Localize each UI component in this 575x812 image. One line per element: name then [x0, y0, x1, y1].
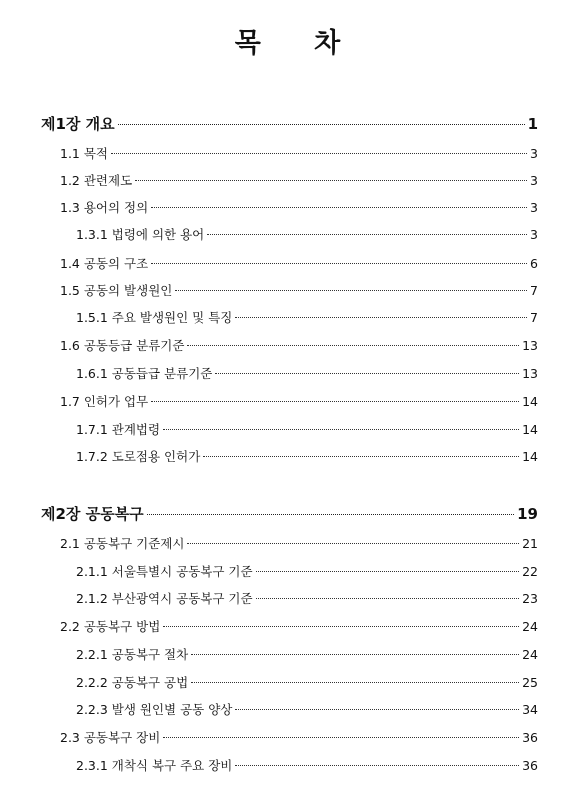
toc-entry-label: 2.1.1 서울특별시 공동복구 기준 [76, 564, 253, 579]
dot-leader [191, 682, 519, 683]
toc-page-number: 7 [530, 310, 538, 325]
toc-page-number: 14 [522, 422, 538, 437]
toc-entry-label: 1.2 관련제도 [60, 173, 133, 188]
toc-entry[interactable] [60, 280, 538, 302]
dot-leader [235, 709, 519, 710]
toc-page-number: 25 [522, 675, 538, 690]
toc-entry[interactable] [76, 644, 538, 666]
toc-entry-label: 1.6 공동등급 분류기준 [60, 338, 185, 353]
toc-page-number: 24 [522, 619, 538, 634]
toc-page-number: 22 [522, 564, 538, 579]
toc-chapter-entry[interactable] [41, 503, 538, 525]
toc-entry[interactable] [60, 391, 538, 413]
dot-leader [163, 626, 519, 627]
toc-page-number: 24 [522, 647, 538, 662]
dot-leader [163, 737, 519, 738]
toc-page-number: 13 [522, 338, 538, 353]
dot-leader [187, 345, 519, 346]
toc-entry[interactable] [60, 170, 538, 192]
dot-leader [118, 124, 525, 125]
dot-leader [175, 290, 527, 291]
toc-entry-label: 1.3 용어의 정의 [60, 200, 149, 215]
toc-entry[interactable] [60, 727, 538, 749]
toc-entry[interactable] [76, 699, 538, 721]
toc-entry-label: 2.2.2 공동복구 공법 [76, 675, 189, 690]
dot-leader [203, 456, 519, 457]
toc-entry-label: 1.1 목적 [60, 146, 109, 161]
dot-leader [256, 571, 520, 572]
toc-entry-label: 2.3.1 개착식 복구 주요 장비 [76, 758, 233, 773]
toc-page-number: 6 [530, 256, 538, 271]
toc-entry-label: 2.2.1 공동복구 절차 [76, 647, 189, 662]
toc-page-number: 21 [522, 536, 538, 551]
toc-entry-label: 1.5.1 주요 발생원인 및 특징 [76, 310, 233, 325]
dot-leader [191, 654, 519, 655]
dot-leader [151, 263, 527, 264]
toc-page-number: 3 [530, 200, 538, 215]
toc-entry-label: 2.2.3 발생 원인별 공동 양상 [76, 702, 233, 717]
toc-entry-label: 제2장 공동복구 [41, 505, 144, 523]
dot-leader [235, 765, 519, 766]
toc-entry[interactable] [76, 755, 538, 777]
dot-leader [235, 317, 527, 318]
toc-entry[interactable] [60, 143, 538, 165]
dot-leader [147, 514, 515, 515]
dot-leader [163, 429, 519, 430]
toc-entry[interactable] [60, 197, 538, 219]
dot-leader [135, 180, 527, 181]
dot-leader [256, 598, 520, 599]
toc-entry-label: 2.2 공동복구 방법 [60, 619, 161, 634]
dot-leader [151, 207, 527, 208]
toc-entry[interactable] [60, 616, 538, 638]
toc-entry-label: 2.1.2 부산광역시 공동복구 기준 [76, 591, 253, 606]
dot-leader [187, 543, 519, 544]
toc-entry[interactable] [60, 335, 538, 357]
toc-page-number: 36 [522, 758, 538, 773]
toc-page-number: 36 [522, 730, 538, 745]
toc-page-number: 3 [530, 146, 538, 161]
toc-page-number: 3 [530, 173, 538, 188]
page-title: 목 차 [234, 28, 363, 59]
toc-entry-label: 1.5 공동의 발생원인 [60, 283, 173, 298]
toc-page-number: 19 [517, 505, 538, 523]
toc-entry-label: 2.1 공동복구 기준제시 [60, 536, 185, 551]
toc-entry-label: 제1장 개요 [41, 115, 115, 133]
toc-entry[interactable] [76, 224, 538, 246]
toc-entry[interactable] [60, 253, 538, 275]
toc-entry-label: 1.4 공동의 구조 [60, 256, 149, 271]
toc-page-number: 34 [522, 702, 538, 717]
toc-entry[interactable] [76, 588, 538, 610]
toc-entry[interactable] [76, 363, 538, 385]
toc-entry-label: 1.7.1 관계법령 [76, 422, 161, 437]
toc-entry[interactable] [60, 533, 538, 555]
toc-entry-label: 2.3 공동복구 장비 [60, 730, 161, 745]
toc-page-number: 13 [522, 366, 538, 381]
toc-page-number: 14 [522, 449, 538, 464]
toc-entry[interactable] [76, 446, 538, 468]
dot-leader [207, 234, 527, 235]
dot-leader [215, 373, 519, 374]
dot-leader [111, 153, 527, 154]
toc-page-number: 1 [527, 115, 538, 133]
toc-page-number: 23 [522, 591, 538, 606]
toc-chapter-entry[interactable] [41, 113, 538, 135]
toc-page-number: 3 [530, 227, 538, 242]
toc-entry[interactable] [76, 307, 538, 329]
toc-entry[interactable] [76, 672, 538, 694]
toc-entry[interactable] [76, 561, 538, 583]
toc-page-number: 14 [522, 394, 538, 409]
toc-page-number: 7 [530, 283, 538, 298]
dot-leader [151, 401, 519, 402]
toc-entry-label: 1.6.1 공동듭급 분류기준 [76, 366, 213, 381]
toc-entry-label: 1.3.1 법령에 의한 용어 [76, 227, 205, 242]
toc-entry[interactable] [76, 419, 538, 441]
toc-entry-label: 1.7.2 도로점용 인허가 [76, 449, 201, 464]
toc-entry-label: 1.7 인허가 업무 [60, 394, 149, 409]
